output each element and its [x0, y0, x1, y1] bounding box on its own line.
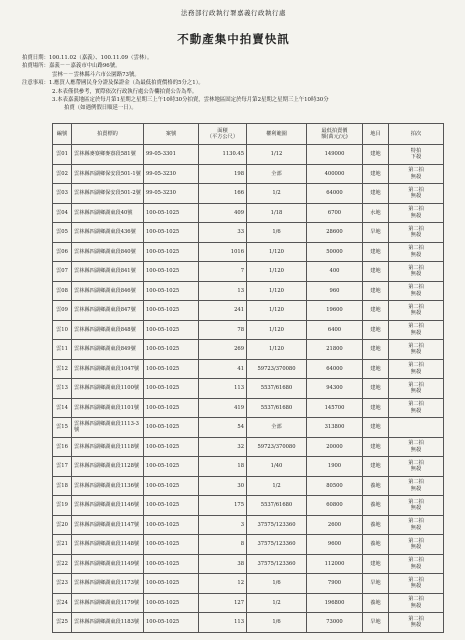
lot-number: 雲03	[53, 184, 72, 204]
case-number: 100-05-1025	[144, 281, 199, 301]
case-number: 100-05-1025	[144, 593, 199, 613]
rights-share: 1/6	[247, 613, 307, 633]
column-header: 拍賣標的	[72, 124, 144, 145]
rights-share: 1/2	[247, 184, 307, 204]
land-category: 養地	[363, 593, 389, 613]
case-number: 100-05-1025	[144, 203, 199, 223]
min-price: 7900	[307, 574, 363, 594]
land-category: 養地	[363, 535, 389, 555]
auction-round: 第二拍 無殺	[389, 379, 444, 399]
auction-round: 第二拍 無殺	[389, 515, 444, 535]
auction-round: 第二拍 無殺	[389, 437, 444, 457]
case-number: 100-05-1025	[144, 418, 199, 438]
area: 3	[199, 515, 247, 535]
rights-share: 全部	[247, 418, 307, 438]
land-category: 建地	[363, 262, 389, 282]
lot-number: 雲06	[53, 242, 72, 262]
area: 1016	[199, 242, 247, 262]
table-row	[53, 515, 444, 535]
land-category: 建地	[363, 437, 389, 457]
min-price: 400	[307, 262, 363, 282]
property-name: 雲林縣四湖鄉湖東段841號	[72, 262, 144, 282]
min-price: 20000	[307, 437, 363, 457]
table-header-row	[53, 124, 444, 145]
table-row	[53, 301, 444, 321]
lot-number: 雲15	[53, 418, 72, 438]
min-price: 19600	[307, 301, 363, 321]
column-header: 地目	[363, 124, 389, 145]
table-row	[53, 379, 444, 399]
property-name: 雲林縣四湖鄉湖東段1047號	[72, 359, 144, 379]
property-name: 雲林縣四湖鄉保安段501-1號	[72, 164, 144, 184]
area: 8	[199, 535, 247, 555]
property-name: 雲林縣四湖鄉湖東段40號	[72, 203, 144, 223]
land-category: 建地	[363, 281, 389, 301]
auction-round: 特拍 下殺	[389, 145, 444, 165]
min-price: 50000	[307, 242, 363, 262]
note-text: 1.應買人應帶國民身分證及保證金（為最低拍賣價格的5分之1）。	[48, 80, 204, 87]
property-name: 雲林縣四湖鄉湖東段846號	[72, 281, 144, 301]
land-category: 養地	[363, 496, 389, 516]
lot-number: 雲19	[53, 496, 72, 516]
column-header: 編號	[53, 124, 72, 145]
auction-round: 第二拍 無殺	[389, 593, 444, 613]
column-header: 拍次	[389, 124, 444, 145]
min-price: 400000	[307, 164, 363, 184]
area: 419	[199, 398, 247, 418]
place-label: 拍賣場所：	[22, 63, 49, 70]
lot-number: 雲24	[53, 593, 72, 613]
min-price: 313800	[307, 418, 363, 438]
property-name: 雲林縣四湖鄉湖東段1118號	[72, 437, 144, 457]
area: 13	[199, 281, 247, 301]
rights-share: 1/6	[247, 223, 307, 243]
rights-share: 1/12	[247, 145, 307, 165]
table-row	[53, 359, 444, 379]
land-category: 旱地	[363, 223, 389, 243]
area: 41	[199, 359, 247, 379]
auction-info	[22, 54, 455, 113]
table-row	[53, 223, 444, 243]
table-row	[53, 262, 444, 282]
land-category: 建地	[363, 301, 389, 321]
lot-number: 雲08	[53, 281, 72, 301]
notes-line-1	[22, 79, 455, 87]
auction-round: 第二拍 無殺	[389, 476, 444, 496]
auction-round: 第二拍 無殺	[389, 320, 444, 340]
auction-round: 第二拍 無殺	[389, 340, 444, 360]
auction-round: 第二拍 無殺	[389, 164, 444, 184]
table-row	[53, 574, 444, 594]
lot-number: 雲13	[53, 379, 72, 399]
auction-round: 第二拍 無殺	[389, 184, 444, 204]
lot-number: 雲04	[53, 203, 72, 223]
property-name: 雲林縣四湖鄉湖東段1173號	[72, 574, 144, 594]
land-category: 旱地	[363, 613, 389, 633]
lot-number: 雲18	[53, 476, 72, 496]
lot-number: 雲25	[53, 613, 72, 633]
place-text: 嘉義－－嘉義市中山路96號。	[48, 63, 121, 70]
rights-share: 1/120	[247, 242, 307, 262]
auction-round: 第二拍 無殺	[389, 242, 444, 262]
rights-share: 全部	[247, 164, 307, 184]
min-price: 960	[307, 281, 363, 301]
area: 113	[199, 379, 247, 399]
rights-share: 37575/123360	[247, 515, 307, 535]
rights-share: 37575/123360	[247, 554, 307, 574]
property-name: 雲林縣四湖鄉湖東段1136號	[72, 476, 144, 496]
area: 38	[199, 554, 247, 574]
area: 30	[199, 476, 247, 496]
area: 54	[199, 418, 247, 438]
area: 33	[199, 223, 247, 243]
rights-share: 1/120	[247, 320, 307, 340]
min-price: 145700	[307, 398, 363, 418]
lot-number: 雲07	[53, 262, 72, 282]
case-number: 100-05-1025	[144, 457, 199, 477]
property-name: 雲林縣四湖鄉湖東段1146號	[72, 496, 144, 516]
min-price: 73000	[307, 613, 363, 633]
auction-round: 第二拍 無殺	[389, 535, 444, 555]
area: 1130.45	[199, 145, 247, 165]
notes-line-4: 拍賣（如遇例假日順延一日）。	[64, 105, 137, 112]
case-number: 100-05-1025	[144, 496, 199, 516]
table-row	[53, 184, 444, 204]
case-number: 100-05-1025	[144, 613, 199, 633]
area: 198	[199, 164, 247, 184]
rights-share: 1/2	[247, 593, 307, 613]
table-row	[53, 340, 444, 360]
rights-share: 1/2	[247, 476, 307, 496]
area: 32	[199, 437, 247, 457]
auction-round: 第二拍 無殺	[389, 262, 444, 282]
min-price: 94300	[307, 379, 363, 399]
property-name: 雲林縣四湖鄉湖東段1179號	[72, 593, 144, 613]
auction-round: 第二拍 無殺	[389, 496, 444, 516]
rights-share: 5537/61680	[247, 398, 307, 418]
property-name: 雲林縣四湖鄉湖東段847號	[72, 301, 144, 321]
auction-round: 第二拍 無殺	[389, 574, 444, 594]
min-price: 1900	[307, 457, 363, 477]
case-number: 100-05-1025	[144, 554, 199, 574]
case-number: 100-05-1025	[144, 515, 199, 535]
land-category: 建地	[363, 340, 389, 360]
rights-share: 1/120	[247, 301, 307, 321]
land-category: 建地	[363, 554, 389, 574]
land-category: 建地	[363, 359, 389, 379]
auction-round	[389, 418, 444, 438]
case-number: 100-05-1025	[144, 242, 199, 262]
auction-round: 第二拍 無殺	[389, 613, 444, 633]
case-number: 99-05-3230	[144, 164, 199, 184]
min-price: 149000	[307, 145, 363, 165]
land-category: 水地	[363, 203, 389, 223]
property-name: 雲林縣四湖鄉湖東段1183號	[72, 613, 144, 633]
lot-number: 雲09	[53, 301, 72, 321]
property-name: 雲林縣四湖鄉湖東段1147號	[72, 515, 144, 535]
rights-share: 1/40	[247, 457, 307, 477]
auction-round: 第二拍 無殺	[389, 359, 444, 379]
lot-number: 雲05	[53, 223, 72, 243]
land-category: 建地	[363, 418, 389, 438]
lot-number: 雲23	[53, 574, 72, 594]
min-price: 6400	[307, 320, 363, 340]
case-number: 100-05-1025	[144, 340, 199, 360]
min-price: 21800	[307, 340, 363, 360]
property-name: 雲林縣四湖鄉湖東段1101號	[72, 398, 144, 418]
lot-number: 雲17	[53, 457, 72, 477]
lot-number: 雲16	[53, 437, 72, 457]
case-number: 100-05-1025	[144, 301, 199, 321]
min-price: 80500	[307, 476, 363, 496]
page-title: 不動產集中拍賣快訊	[177, 32, 290, 46]
auction-round: 第二拍 無殺	[389, 398, 444, 418]
auction-round: 第二拍 無殺	[389, 281, 444, 301]
area: 113	[199, 613, 247, 633]
table-row	[53, 320, 444, 340]
property-name: 雲林縣麥寮鄉麥寮段581號	[72, 145, 144, 165]
notes-line-3: 3.本表嘉義地區定於每月第1星期之星期三上午10時30分拍賣，雲林地區固定於每月第2星期之星期三上午10時30分	[52, 97, 329, 104]
area: 78	[199, 320, 247, 340]
auction-round: 第二拍 無殺	[389, 223, 444, 243]
min-price: 9600	[307, 535, 363, 555]
auction-round: 第二拍 無殺	[389, 457, 444, 477]
lot-number: 雲11	[53, 340, 72, 360]
auction-date: 拍賣日期：100.11.02（嘉義）、100.11.09（雲林）。	[22, 55, 153, 61]
area: 127	[199, 593, 247, 613]
column-header: 權利範圍	[247, 124, 307, 145]
land-category: 建地	[363, 379, 389, 399]
notes-label: 注意事項：	[22, 80, 49, 87]
area: 409	[199, 203, 247, 223]
rights-share: 1/120	[247, 340, 307, 360]
property-name: 雲林縣四湖鄉湖東段1100號	[72, 379, 144, 399]
property-name: 雲林縣四湖鄉湖東段1113-3號	[72, 418, 144, 438]
table-row	[53, 164, 444, 184]
table-row	[53, 496, 444, 516]
min-price: 2600	[307, 515, 363, 535]
land-category: 建地	[363, 242, 389, 262]
notes-line-2: 2.本表僅供參考，實際依次行政執行處公告欄拍賣公告為準。	[52, 88, 198, 95]
column-header: 面積 （平方公尺）	[199, 124, 247, 145]
min-price: 196800	[307, 593, 363, 613]
case-number: 100-05-1025	[144, 535, 199, 555]
column-header: 最低拍賣價 額(萬元/元)	[307, 124, 363, 145]
table-row	[53, 242, 444, 262]
case-number: 100-05-1025	[144, 223, 199, 243]
table-row	[53, 457, 444, 477]
table-row	[53, 145, 444, 165]
rights-share: 5537/61680	[247, 496, 307, 516]
case-number: 100-05-1025	[144, 262, 199, 282]
area: 12	[199, 574, 247, 594]
property-name: 雲林縣四湖鄉湖東段840號	[72, 242, 144, 262]
land-category: 旱地	[363, 574, 389, 594]
property-name: 雲林縣四湖鄉湖東段1148號	[72, 535, 144, 555]
auction-place-2: 雲林－－雲林縣斗六市公園路73號。	[52, 71, 140, 78]
rights-share: 59723/370080	[247, 437, 307, 457]
rights-share: 1/120	[247, 262, 307, 282]
lot-number: 雲22	[53, 554, 72, 574]
min-price: 28600	[307, 223, 363, 243]
rights-share: 59723/370080	[247, 359, 307, 379]
area: 166	[199, 184, 247, 204]
case-number: 100-05-1025	[144, 359, 199, 379]
land-category: 建地	[363, 398, 389, 418]
property-name: 雲林縣四湖鄉湖東段848號	[72, 320, 144, 340]
rights-share: 1/18	[247, 203, 307, 223]
table-row	[53, 613, 444, 633]
lot-number: 雲12	[53, 359, 72, 379]
agency-name: 法務部行政執行署嘉義行政執行處	[181, 9, 286, 17]
area: 7	[199, 262, 247, 282]
land-category: 建地	[363, 164, 389, 184]
auction-place-1	[22, 62, 455, 70]
lot-number: 雲21	[53, 535, 72, 555]
area: 269	[199, 340, 247, 360]
auction-round: 第二拍 無殺	[389, 301, 444, 321]
case-number: 99-05-3301	[144, 145, 199, 165]
min-price: 64000	[307, 359, 363, 379]
rights-share: 5537/61680	[247, 379, 307, 399]
property-name: 雲林縣四湖鄉湖東段849號	[72, 340, 144, 360]
auction-round: 第二拍 無殺	[389, 554, 444, 574]
lot-number: 雲14	[53, 398, 72, 418]
table-row	[53, 203, 444, 223]
area: 241	[199, 301, 247, 321]
auction-round: 第二拍 無殺	[389, 203, 444, 223]
area: 18	[199, 457, 247, 477]
table-row	[53, 418, 444, 438]
area: 175	[199, 496, 247, 516]
table-row	[53, 437, 444, 457]
table-row	[53, 476, 444, 496]
lot-number: 雲02	[53, 164, 72, 184]
land-category: 養地	[363, 515, 389, 535]
table-row	[53, 593, 444, 613]
property-name: 雲林縣四湖鄉保安段501-2號	[72, 184, 144, 204]
table-row	[53, 281, 444, 301]
min-price: 60800	[307, 496, 363, 516]
case-number: 100-05-1025	[144, 320, 199, 340]
land-category: 建地	[363, 320, 389, 340]
rights-share: 1/120	[247, 281, 307, 301]
land-category: 養地	[363, 476, 389, 496]
case-number: 99-05-3230	[144, 184, 199, 204]
rights-share: 37575/123360	[247, 535, 307, 555]
land-category: 建地	[363, 457, 389, 477]
rights-share: 1/6	[247, 574, 307, 594]
land-category: 建地	[363, 145, 389, 165]
property-name: 雲林縣四湖鄉湖東段436號	[72, 223, 144, 243]
case-number: 100-05-1025	[144, 574, 199, 594]
land-category: 建地	[363, 184, 389, 204]
lot-number: 雲01	[53, 145, 72, 165]
table-row	[53, 554, 444, 574]
table-row	[53, 535, 444, 555]
lot-number: 雲20	[53, 515, 72, 535]
lot-number: 雲10	[53, 320, 72, 340]
property-name: 雲林縣四湖鄉湖東段1149號	[72, 554, 144, 574]
case-number: 100-05-1025	[144, 476, 199, 496]
min-price: 6700	[307, 203, 363, 223]
case-number: 100-05-1025	[144, 379, 199, 399]
case-number: 100-05-1025	[144, 437, 199, 457]
table-row	[53, 398, 444, 418]
case-number: 100-05-1025	[144, 398, 199, 418]
min-price: 64000	[307, 184, 363, 204]
auction-table	[52, 123, 444, 633]
column-header: 案號	[144, 124, 199, 145]
property-name: 雲林縣四湖鄉湖東段1128號	[72, 457, 144, 477]
min-price: 112000	[307, 554, 363, 574]
